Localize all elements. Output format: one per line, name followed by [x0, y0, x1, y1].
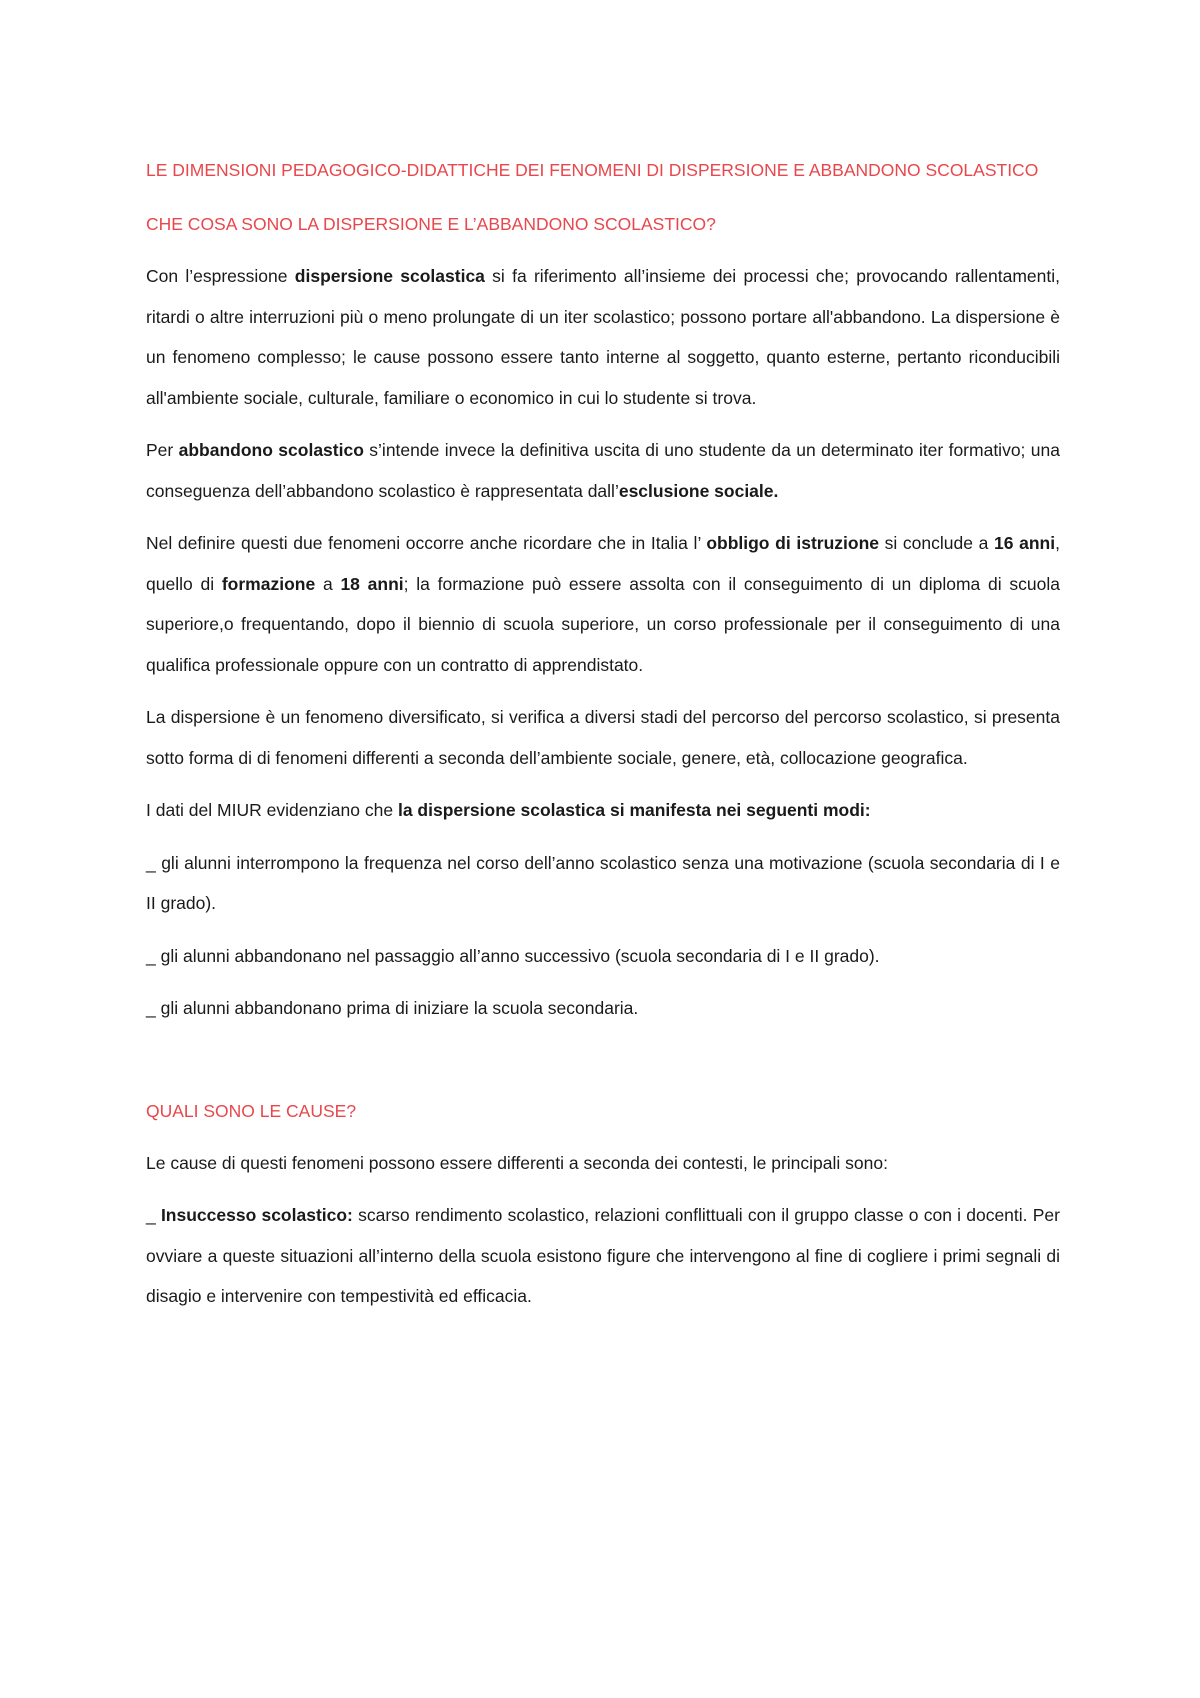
- bold-term: dispersione scolastica: [294, 266, 485, 286]
- paragraph-cause-intro: Le cause di questi fenomeni possono essere differenti a seconda dei contesti, le principali sono:: [146, 1152, 888, 1173]
- bold-term: la dispersione scolastica si manifesta nei seguenti modi:: [397, 800, 871, 820]
- list-item: _ gli alunni interrompono la frequenza nel corso dell’anno scolastico senza una motivazione (scuola secondaria di I e II grado).: [146, 852, 1060, 913]
- list-item: _ gli alunni abbandonano prima di iniziare la scuola secondaria.: [146, 998, 639, 1018]
- paragraph-dispersione: Con l’espressione dispersione scolastica si fa riferimento all’insieme dei processi che; provocando rallentamenti, ritardi o altre interruzioni più o meno prolungate di un iter scolastico; possono portare all'abbandono. La dispersione è un fenomeno complesso; le cause possono essere tanto interne al soggetto, quanto esterne, pertanto riconducibili all'ambiente sociale, culturale, familiare o economico in cui lo studente si trova.: [146, 266, 1060, 408]
- section-heading-what-is: CHE COSA SONO LA DISPERSIONE E L’ABBANDONO SCOLASTICO?: [146, 214, 716, 234]
- bold-term: Insuccesso scolastico:: [160, 1205, 353, 1225]
- section-heading-causes: QUALI SONO LE CAUSE?: [146, 1100, 357, 1121]
- list-item: _ gli alunni abbandonano nel passaggio all’anno successivo (scuola secondaria di I e II grado).: [146, 945, 880, 966]
- paragraph-abbandono: Per abbandono scolastico s’intende invece la definitiva uscita di uno studente da un determinato iter formativo; una conseguenza dell’abbandono scolastico è rappresentata dall’esclusione sociale.: [146, 440, 1060, 501]
- bold-term: abbandono scolastico: [178, 440, 364, 460]
- paragraph-insuccesso: _ Insuccesso scolastico: scarso rendimento scolastico, relazioni conflittuali con il gruppo classe o con i docenti. Per ovviare a queste situazioni all’interno della scuola esistono figure che intervengono al fine di cogliere i primi segnali di disagio e intervenire con tempestività ed efficacia.: [146, 1205, 1060, 1306]
- paragraph-obbligo: Nel definire questi due fenomeni occorre anche ricordare che in Italia l’ obbligo di istruzione si conclude a 16 anni, quello di formazione a 18 anni; la formazione può essere assolta con il conseguimento di un diploma di scuola superiore,o frequentando, dopo il biennio di scuola superiore, un corso professionale per il conseguimento di una qualifica professionale oppure con un contratto di apprendistato.: [146, 533, 1060, 675]
- document-title: LE DIMENSIONI PEDAGOGICO-DIDATTICHE DEI FENOMENI DI DISPERSIONE E ABBANDONO SCOLASTICO: [146, 160, 1039, 180]
- bold-term: formazione: [221, 573, 316, 594]
- paragraph-diversificato: La dispersione è un fenomeno diversificato, si verifica a diversi stadi del percorso del percorso scolastico, si presenta sotto forma di di fenomeni differenti a seconda dell’ambiente sociale, genere, età, collocazione geografica.: [146, 707, 1060, 768]
- bold-term: 18 anni: [340, 573, 404, 594]
- paragraph-miur: I dati del MIUR evidenziano che la dispersione scolastica si manifesta nei seguenti modi:: [146, 800, 871, 820]
- bold-term: obbligo di istruzione: [706, 533, 879, 553]
- bold-term: 16 anni: [994, 533, 1056, 553]
- bold-term: esclusione sociale.: [618, 480, 779, 501]
